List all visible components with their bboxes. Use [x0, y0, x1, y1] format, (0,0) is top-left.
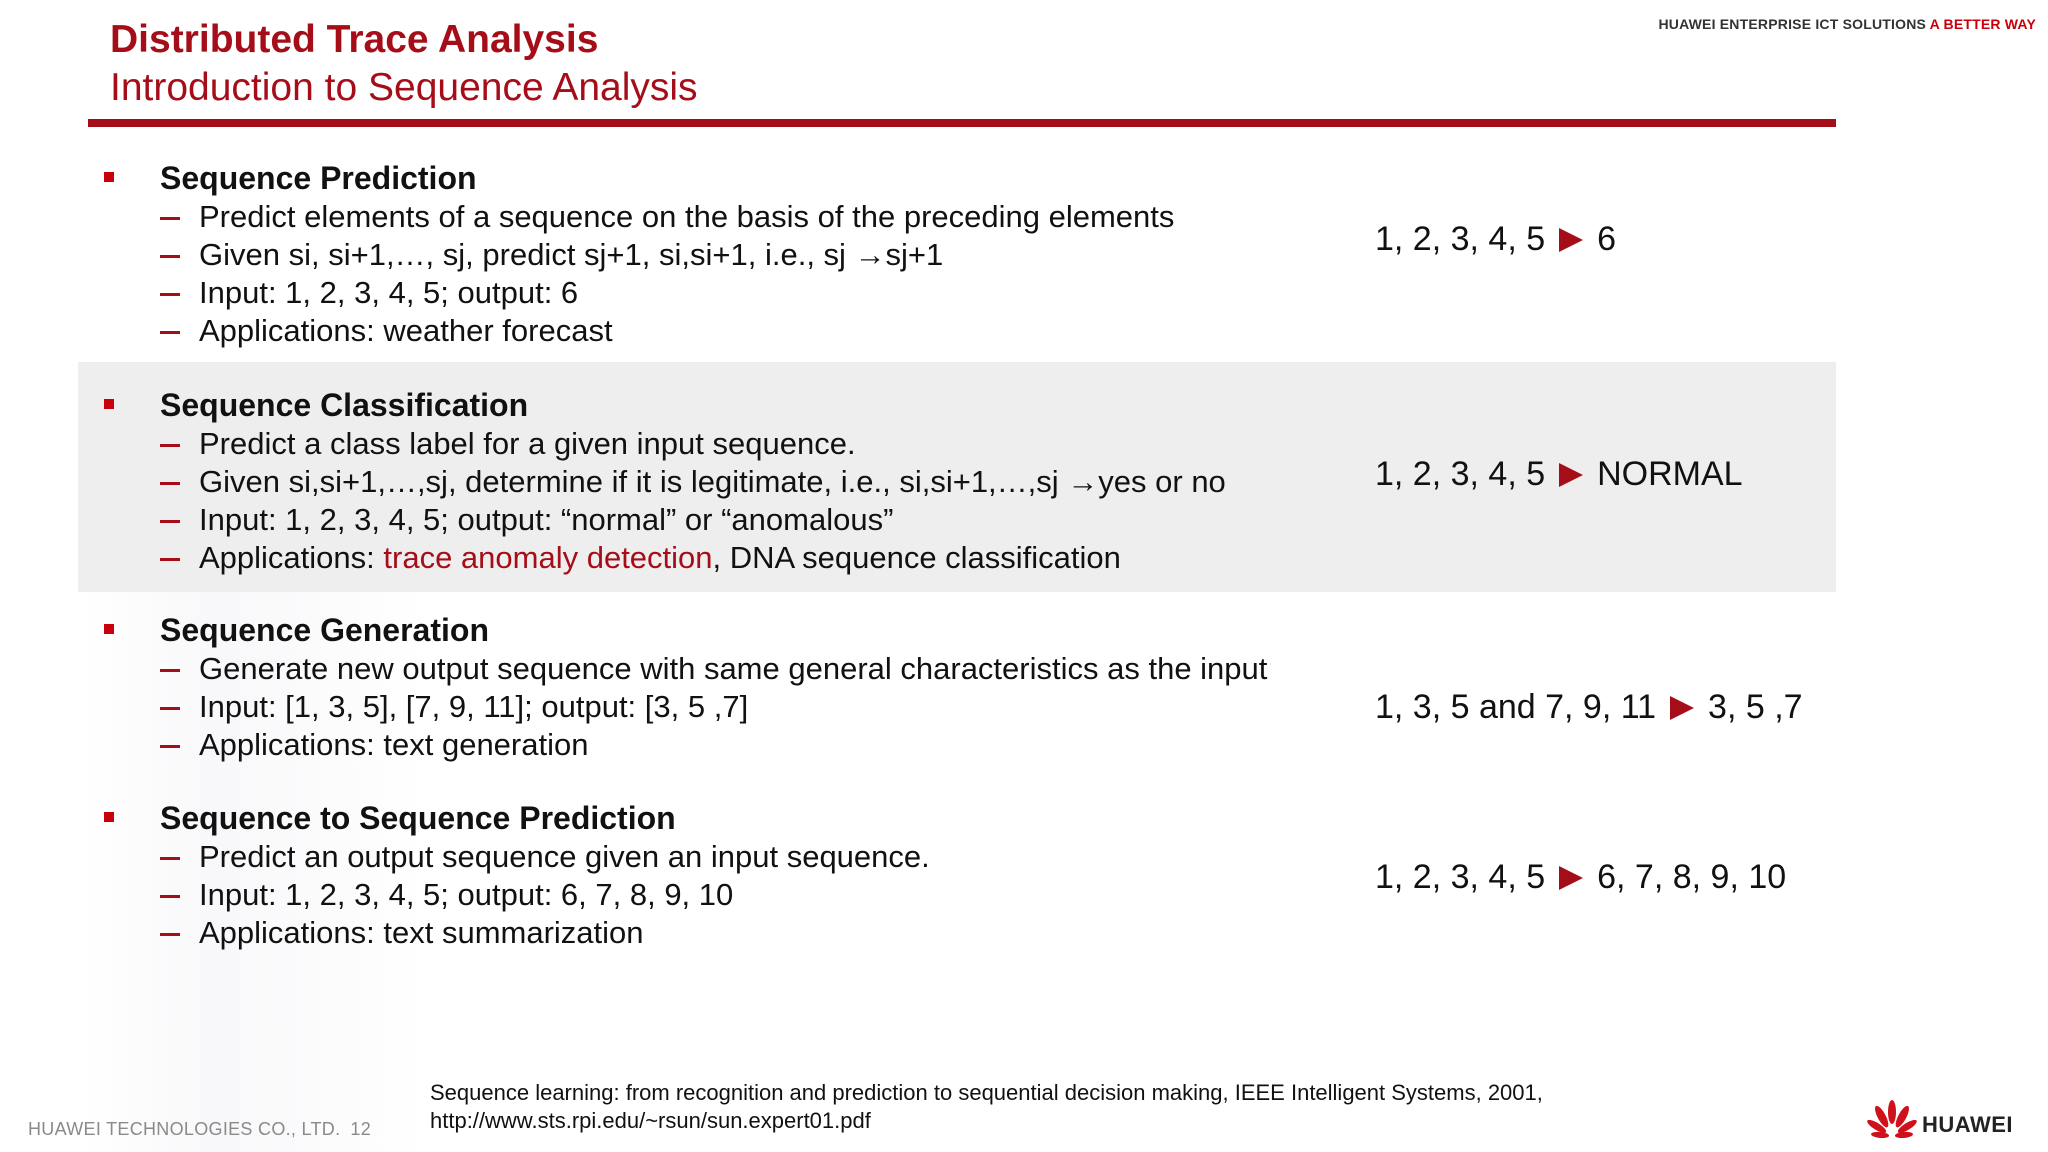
- tagline-main: HUAWEI ENTERPRISE ICT SOLUTIONS: [1658, 16, 1927, 32]
- list-item: [100, 501, 1400, 539]
- list-item: [100, 650, 1400, 688]
- example-output: NORMAL: [1597, 455, 1743, 493]
- list-item: [100, 463, 1400, 501]
- section-heading: [100, 798, 1400, 838]
- list-item: [100, 876, 1400, 914]
- square-bullet-icon: [104, 172, 114, 182]
- highlight-link-text: trace anomaly detection: [383, 540, 713, 575]
- dash-bullet-icon: [160, 331, 180, 334]
- square-bullet-icon: [104, 624, 114, 634]
- example-output: 3, 5 ,7: [1708, 688, 1803, 726]
- section-heading-text: Sequence Classification: [160, 387, 529, 423]
- list-item: [100, 274, 1400, 312]
- example-sequence-prediction: [1375, 220, 1616, 259]
- dash-bullet-icon: [160, 255, 180, 258]
- triangle-right-icon: [1559, 866, 1583, 890]
- section-heading-text: Sequence Prediction: [160, 160, 477, 196]
- list-item-text: , DNA sequence classification: [712, 540, 1121, 575]
- list-item: [100, 688, 1400, 726]
- page-number: 12: [350, 1119, 372, 1139]
- logo-wordmark: HUAWEI: [1922, 1112, 2013, 1137]
- section-heading: [100, 610, 1400, 650]
- triangle-right-icon: [1559, 463, 1583, 487]
- example-input: 1, 2, 3, 4, 5: [1375, 455, 1546, 493]
- dash-bullet-icon: [160, 558, 180, 561]
- list-item-text: Predict a class label for a given input sequence.: [199, 426, 856, 461]
- list-item-text: Input: 1, 2, 3, 4, 5; output: “normal” or “anomalous”: [199, 502, 894, 537]
- square-bullet-icon: [104, 812, 114, 822]
- section-heading: [100, 385, 1400, 425]
- list-item-text: Predict an output sequence given an input sequence.: [199, 839, 930, 874]
- square-bullet-icon: [104, 399, 114, 409]
- list-item: [100, 236, 1400, 274]
- huawei-petal-logo-icon: [1866, 1100, 1918, 1140]
- dash-bullet-icon: [160, 520, 180, 523]
- list-item-text: Input: [1, 3, 5], [7, 9, 11]; output: [3, 5 ,7]: [199, 689, 749, 724]
- dash-bullet-icon: [160, 669, 180, 672]
- citation: [430, 1079, 1543, 1135]
- example-output: 6: [1597, 220, 1617, 258]
- section-sequence-generation: [100, 610, 1400, 764]
- list-item: [100, 838, 1400, 876]
- section-heading: [100, 158, 1400, 198]
- example-input: 1, 2, 3, 4, 5: [1375, 220, 1546, 258]
- list-item-text: Applications:: [199, 540, 384, 575]
- section-heading-text: Sequence to Sequence Prediction: [160, 800, 676, 836]
- example-sequence-classification: [1375, 455, 1743, 494]
- dash-bullet-icon: [160, 857, 180, 860]
- triangle-right-icon: [1559, 228, 1583, 252]
- title-divider: [88, 119, 1836, 127]
- slide-subtitle: Introduction to Sequence Analysis: [110, 66, 698, 109]
- slide-title: Distributed Trace Analysis: [110, 18, 599, 61]
- list-item-text: Generate new output sequence with same general characteristics as the input: [199, 651, 1268, 686]
- list-item: [100, 198, 1400, 236]
- list-item: [100, 539, 1400, 577]
- list-item: [100, 914, 1400, 952]
- section-sequence-classification: [100, 385, 1400, 577]
- section-heading-text: Sequence Generation: [160, 612, 489, 648]
- dash-bullet-icon: [160, 444, 180, 447]
- citation-url: http://www.sts.rpi.edu/~rsun/sun.expert01.pdf: [430, 1108, 871, 1133]
- footer-company: HUAWEI TECHNOLOGIES CO., LTD.: [28, 1119, 341, 1139]
- section-sequence-prediction: [100, 158, 1400, 350]
- list-item-text: Given si, si+1,…, sj, predict sj+1, si,si+1, i.e., sj →sj+1: [199, 237, 944, 272]
- list-item: [100, 425, 1400, 463]
- section-seq2seq-prediction: [100, 798, 1400, 952]
- dash-bullet-icon: [160, 745, 180, 748]
- dash-bullet-icon: [160, 217, 180, 220]
- example-input: 1, 2, 3, 4, 5: [1375, 858, 1546, 896]
- list-item-text: Applications: text summarization: [199, 915, 644, 950]
- list-item-text: Applications: weather forecast: [199, 313, 613, 348]
- list-item-text: Input: 1, 2, 3, 4, 5; output: 6: [199, 275, 579, 310]
- tagline-accent: A BETTER WAY: [1929, 16, 2036, 32]
- list-item-text: Predict elements of a sequence on the basis of the preceding elements: [199, 199, 1175, 234]
- dash-bullet-icon: [160, 895, 180, 898]
- huawei-logo: [1866, 1100, 2026, 1144]
- brand-tagline: [1658, 16, 2036, 32]
- triangle-right-icon: [1670, 696, 1694, 720]
- list-item-text: Given si,si+1,…,sj, determine if it is legitimate, i.e., si,si+1,…,sj →yes or no: [199, 464, 1226, 499]
- dash-bullet-icon: [160, 707, 180, 710]
- example-seq2seq-prediction: [1375, 858, 1786, 897]
- example-input: 1, 3, 5 and 7, 9, 11: [1375, 688, 1657, 726]
- dash-bullet-icon: [160, 933, 180, 936]
- list-item: [100, 312, 1400, 350]
- citation-line: Sequence learning: from recognition and prediction to sequential decision making, IEEE Intelligent Systems, 2001,: [430, 1080, 1543, 1105]
- footer: [28, 1119, 371, 1140]
- dash-bullet-icon: [160, 482, 180, 485]
- example-output: 6, 7, 8, 9, 10: [1597, 858, 1787, 896]
- list-item-text: Input: 1, 2, 3, 4, 5; output: 6, 7, 8, 9, 10: [199, 877, 734, 912]
- list-item-text: Applications: text generation: [199, 727, 589, 762]
- dash-bullet-icon: [160, 293, 180, 296]
- list-item: [100, 726, 1400, 764]
- example-sequence-generation: [1375, 688, 1803, 727]
